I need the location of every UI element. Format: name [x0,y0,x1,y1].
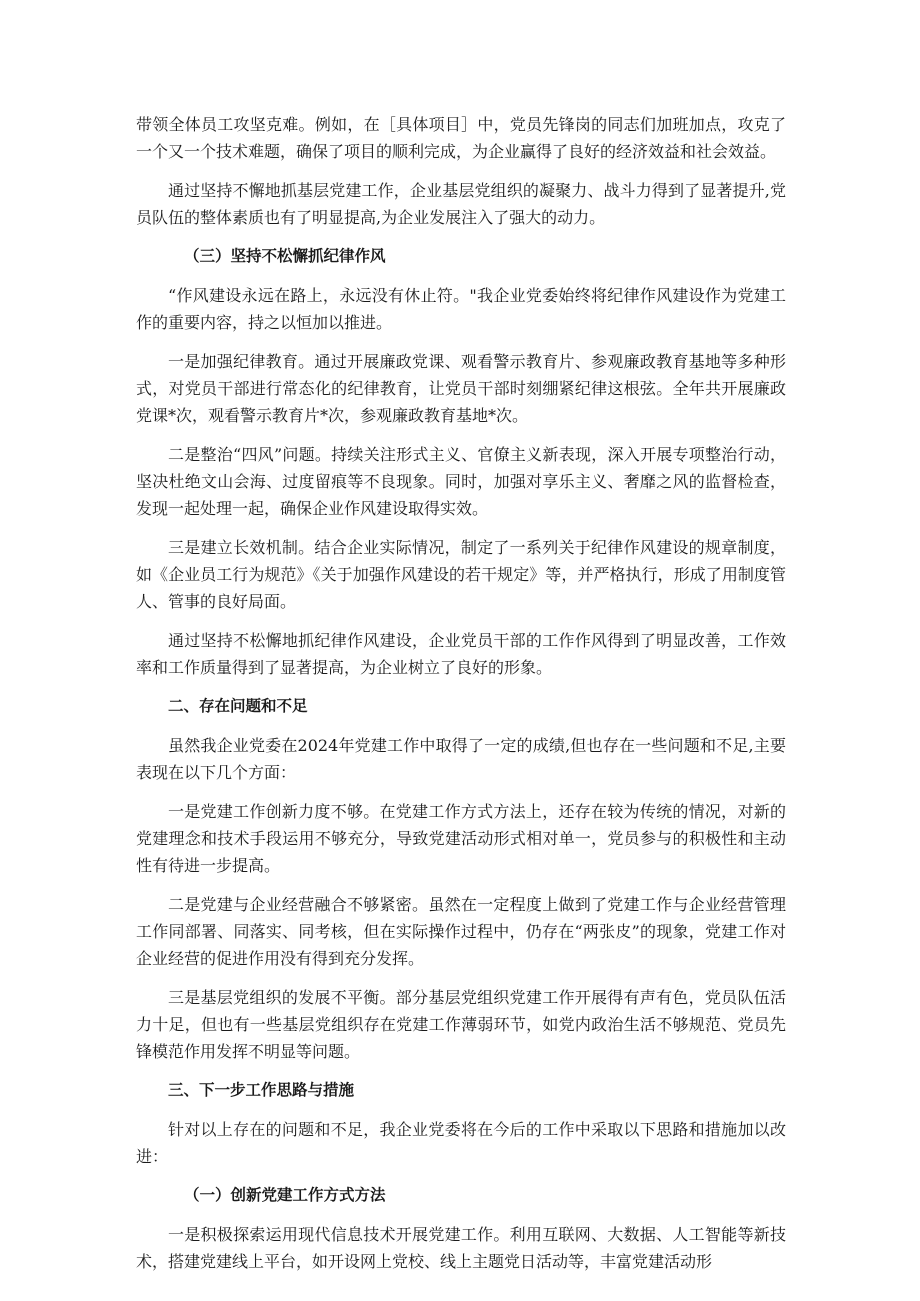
subheading-discipline: （三）坚持不松懈抓纪律作风 [184,247,386,265]
heading-next-steps: 三、下一步工作思路与措施 [168,1081,355,1099]
paragraph-grassroots-summary: 通过坚持不懈地抓基层党建工作，企业基层党组织的凝聚力、战斗力得到了显著提升,党员队伍的整体素质也有了明显提高,为企业发展注入了强大的动力。 [136,181,786,227]
document-page [136,111,786,1287]
paragraph-problem-innovation: 一是党建工作创新力度不够。在党建工作方式方法上，还存在较为传统的情况，对新的党建理念和技术手段运用不够充分，导致党建活动形式相对单一，党员参与的积极性和主动性有待进一步提高。 [136,802,786,875]
paragraph-problem-integration: 二是党建与企业经营融合不够紧密。虽然在一定程度上做到了党建工作与企业经营管理工作同部署、同落实、同考核，但在实际操作过程中，仍存在“两张皮”的现象，党建工作对企业经营的促进作用没有得到充分发挥。 [136,895,786,968]
paragraph-long-term-mechanism: 三是建立长效机制。结合企业实际情况，制定了一系列关于纪律作风建设的规章制度，如《企业员工行为规范》《关于加强作风建设的若干规定》等，并严格执行，形成了用制度管人、管事的良好局面。 [136,538,786,611]
paragraph-continuation: 带领全体员工攻坚克难。例如，在［具体项目］中，党员先锋岗的同志们加班加点，攻克了一个又一个技术难题，确保了项目的顺利完成，为企业赢得了良好的经济效益和社会效益。 [136,115,786,161]
paragraph-discipline-intro: “作风建设永远在路上，永远没有休止符。"我企业党委始终将纪律作风建设作为党建工作的重要内容，持之以恒加以推进。 [136,286,786,332]
paragraph-problems-intro: 虽然我企业党委在2024年党建工作中取得了一定的成绩,但也存在一些问题和不足,主要表现在以下几个方面： [136,736,786,782]
paragraph-problem-imbalance: 三是基层党组织的发展不平衡。部分基层党组织党建工作开展得有声有色，党员队伍活力十足，但也有一些基层党组织存在党建工作薄弱环节，如党内政治生活不够规范、党员先锋模范作用发挥不明显等问题。 [136,988,786,1061]
subheading-innovation: （一）创新党建工作方式方法 [184,1186,386,1204]
paragraph-next-steps-intro: 针对以上存在的问题和不足，我企业党委将在今后的工作中采取以下思路和措施加以改进： [136,1120,786,1166]
heading-problems: 二、存在问题和不足 [168,697,308,715]
paragraph-four-winds: 二是整治“四风”问题。持续关注形式主义、官僚主义新表现，深入开展专项整治行动，坚决杜绝文山会海、过度留痕等不良现象。同时，加强对享乐主义、奢靡之风的监督检查，发现一起处理一起，确保企业作风建设取得实效。 [136,445,786,518]
paragraph-innovation-tech: 一是积极探索运用现代信息技术开展党建工作。利用互联网、大数据、人工智能等新技术，搭建党建线上平台，如开设网上党校、线上主题党日活动等，丰富党建活动形 [136,1225,786,1271]
paragraph-discipline-education: 一是加强纪律教育。通过开展廉政党课、观看警示教育片、参观廉政教育基地等多种形式，对党员干部进行常态化的纪律教育，让党员干部时刻绷紧纪律这根弦。全年共开展廉政党课*次，观看警示教育片*次，参观廉政教育基地*次。 [136,352,786,425]
paragraph-discipline-summary: 通过坚持不松懈地抓纪律作风建设，企业党员干部的工作作风得到了明显改善，工作效率和工作质量得到了显著提高，为企业树立了良好的形象。 [136,631,786,677]
